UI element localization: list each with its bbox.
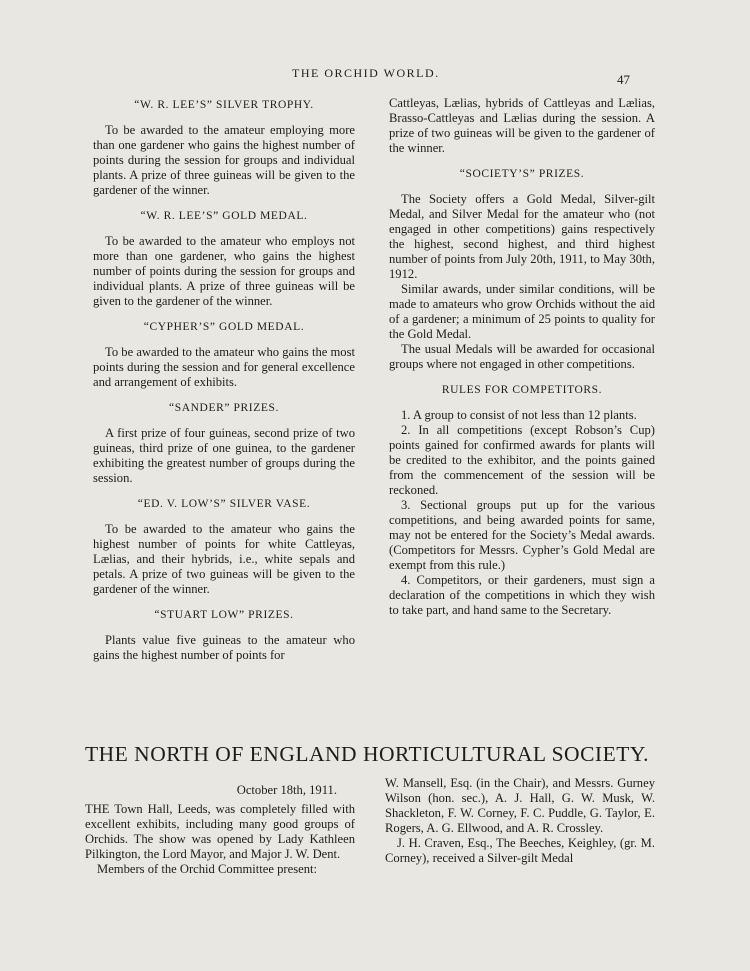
rule-item: 1. A group to consist of not less than 12 plants. (401, 408, 637, 422)
page-number: 47 (617, 72, 630, 87)
left-column (93, 98, 355, 663)
article-paragraph: J. H. Craven, Esq., The Beeches, Keighley, (gr. M. Corney), received a Silver-gilt Medal (385, 836, 655, 865)
rule-item: 2. In all competitions (except Robson’s Cup) points gained for confirmed awards for plants will be credited to the exhibitor, and the points gained from the commencement of the session will be reckoned. (389, 423, 655, 497)
article-right-column (385, 776, 655, 866)
section-text: Plants value five guineas to the amateur who gains the highest number of points for (93, 633, 355, 662)
section-heading: “W. R. LEE’S” SILVER TROPHY. (134, 99, 314, 111)
society-paragraph: The usual Medals will be awarded for occasional groups where not engaged in other competitions. (389, 342, 655, 371)
society-paragraph: Similar awards, under similar conditions, will be made to amateurs who grow Orchids without the aid of a gardener; a minimum of 25 points to quality for the Gold Medal. (389, 282, 655, 341)
right-column (389, 96, 655, 618)
article-left-column (85, 783, 355, 877)
section-heading: “SANDER” PRIZES. (169, 402, 279, 414)
society-prizes-heading: “SOCIETY’S” PRIZES. (459, 168, 585, 180)
section-text: To be awarded to the amateur employing more than one gardener who gains the highest number of points during the session for groups and individual plants. A prize of three guineas will be given to the gardener of the winner. (93, 123, 355, 197)
running-title: THE ORCHID WORLD. (292, 66, 440, 80)
section-heading: “CYPHER’S” GOLD MEDAL. (143, 321, 305, 333)
section-text: A first prize of four guineas, second prize of two guineas, third prize of one guinea, to the gardener exhibiting the greatest number of groups during the session. (93, 426, 355, 485)
article-title: THE NORTH OF ENGLAND HORTICULTURAL SOCIETY. (85, 742, 649, 766)
society-paragraph: The Society offers a Gold Medal, Silver-gilt Medal, and Silver Medal for the amateur who (not engaged in other competitions) gains respectively the highest, second highest, and third highest number of points from July 20th, 1911, to May 30th, 1912. (389, 192, 655, 281)
article-date: October 18th, 1911. (236, 783, 337, 797)
section-text: To be awarded to the amateur who gains the most points during the session and for general excellence and arrangement of exhibits. (93, 345, 355, 389)
section-heading: “ED. V. LOW’S” SILVER VASE. (137, 498, 311, 510)
section-text: To be awarded to the amateur who gains the highest number of points for white Cattleyas, Lælias, and their hybrids, i.e., white sepals and petals. A prize of two guineas will be given to the gardener of the winner. (93, 522, 355, 596)
article-paragraph: Members of the Orchid Committee present: (97, 862, 317, 876)
section-text: To be awarded to the amateur who employs not more than one gardener, who gains the highest number of points during the session for groups and individual plants. A prize of three guineas will be given to the gardener of the winner. (93, 234, 355, 308)
section-heading: “STUART LOW” PRIZES. (154, 609, 294, 621)
article-paragraph: W. Mansell, Esq. (in the Chair), and Messrs. Gurney Wilson (hon. sec.), A. J. Hall, G. W. Musk, W. Shackleton, F. W. Corney, F. C. Puddle, G. Taylor, E. Rogers, A. G. Ellwood, and A. R. Crossley. (385, 776, 655, 835)
continuation-text: Cattleyas, Lælias, hybrids of Cattleyas and Lælias, Brasso-Cattleyas and Lælias during the session. A prize of two guineas will be given to the gardener of the winner. (389, 96, 655, 155)
rule-item: 3. Sectional groups put up for the various competitions, and being awarded points for same, may not be entered for the Society’s Medal awards. (Competitors for Messrs. Cypher’s Gold Medal are exempt from this rule.) (389, 498, 655, 572)
rules-heading: RULES FOR COMPETITORS. (441, 384, 603, 396)
article-paragraph: THE Town Hall, Leeds, was completely filled with excellent exhibits, including many good groups of Orchids. The show was opened by Lady Kathleen Pilkington, the Lord Mayor, and Major J. W. Dent. (85, 802, 355, 861)
rule-item: 4. Competitors, or their gardeners, must sign a declaration of the competitions in which they wish to take part, and hand same to the Secretary. (389, 573, 655, 617)
section-heading: “W. R. LEE’S” GOLD MEDAL. (140, 210, 308, 222)
